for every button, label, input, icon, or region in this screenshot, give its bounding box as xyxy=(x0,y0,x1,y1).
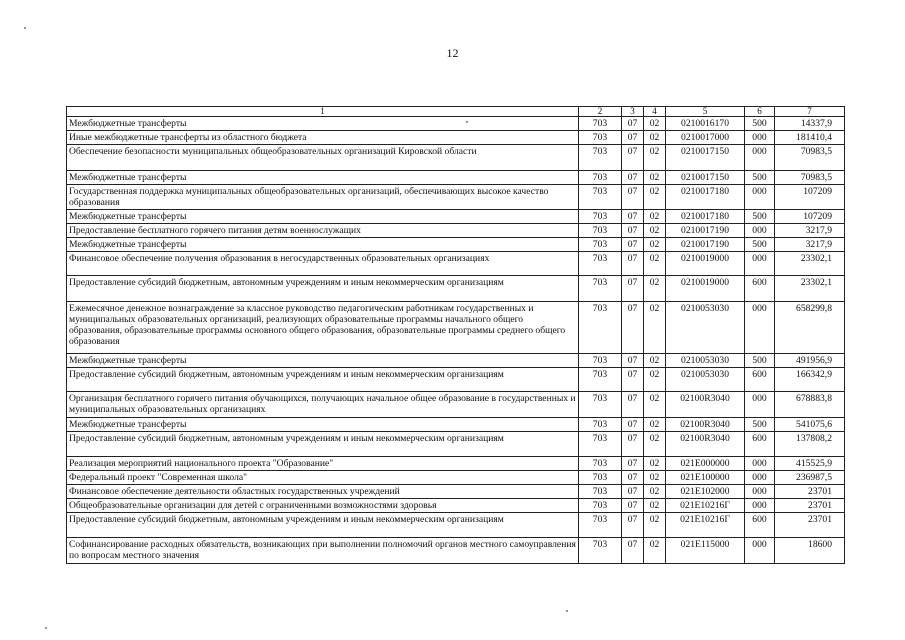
column-3-code: 07 xyxy=(622,238,644,252)
column-6-code: 000 xyxy=(745,471,775,485)
column-4-code: 02 xyxy=(644,471,666,485)
column-2-code: 703 xyxy=(579,171,622,185)
row-description: Межбюджетные трансферты xyxy=(67,210,579,224)
table-row xyxy=(67,432,845,457)
row-description: Межбюджетные трансферты xyxy=(67,354,579,368)
table-row xyxy=(67,302,845,354)
column-3-code: 07 xyxy=(622,418,644,432)
row-description: Иные межбюджетные трансферты из областного бюджета xyxy=(67,131,579,145)
column-2-code: 703 xyxy=(579,457,622,471)
row-description: Предоставление субсидий бюджетным, автономным учреждениям и иным некоммерческим организациям xyxy=(67,368,579,392)
column-2-code: 703 xyxy=(579,513,622,538)
column-5-code: 021E000000 xyxy=(666,457,745,471)
column-2-code: 703 xyxy=(579,210,622,224)
column-5-code: 0210017190 xyxy=(666,238,745,252)
column-5-code: 021E10216Г xyxy=(666,499,745,513)
column-2-code: 703 xyxy=(579,238,622,252)
column-7-amount: 107209 xyxy=(775,185,845,210)
column-7-amount: 415525,9 xyxy=(775,457,845,471)
column-4-code: 02 xyxy=(644,117,666,131)
column-3-code: 07 xyxy=(622,499,644,513)
column-6-code: 600 xyxy=(745,432,775,457)
column-3-code: 07 xyxy=(622,224,644,238)
column-5-code: 0210053030 xyxy=(666,368,745,392)
column-2-code: 703 xyxy=(579,392,622,418)
row-description: Предоставление субсидий бюджетным, автономным учреждениям и иным некоммерческим организациям xyxy=(67,432,579,457)
column-5-code: 0210017150 xyxy=(666,145,745,171)
column-4-code: 02 xyxy=(644,238,666,252)
column-6-code: 000 xyxy=(745,185,775,210)
column-4-code: 02 xyxy=(644,513,666,538)
column-3-code: 07 xyxy=(622,276,644,302)
row-description: Реализация мероприятий национального проекта "Образование" xyxy=(67,457,579,471)
column-4-code: 02 xyxy=(644,145,666,171)
table-row xyxy=(67,499,845,513)
column-5-code: 0210017180 xyxy=(666,185,745,210)
column-7-amount: 23701 xyxy=(775,513,845,538)
column-4-code: 02 xyxy=(644,276,666,302)
column-3-code: 07 xyxy=(622,185,644,210)
column-7-amount: 137808,2 xyxy=(775,432,845,457)
column-4-code: 02 xyxy=(644,224,666,238)
column-7-amount: 166342,9 xyxy=(775,368,845,392)
column-6-code: 500 xyxy=(745,171,775,185)
table-row xyxy=(67,513,845,538)
table-row xyxy=(67,252,845,276)
column-3-code: 07 xyxy=(622,457,644,471)
table-row xyxy=(67,418,845,432)
column-4-code: 02 xyxy=(644,485,666,499)
scan-speck xyxy=(566,610,568,612)
column-2-code: 703 xyxy=(579,499,622,513)
column-4-code: 02 xyxy=(644,171,666,185)
row-description: Государственная поддержка муниципальных общеобразовательных организаций, обеспечивающих высокое качество образования xyxy=(67,185,579,210)
column-6-code: 500 xyxy=(745,238,775,252)
column-6-code: 000 xyxy=(745,457,775,471)
column-7-amount: 23701 xyxy=(775,499,845,513)
column-4-code: 02 xyxy=(644,210,666,224)
row-description: Межбюджетные трансферты xyxy=(67,238,579,252)
column-2-code: 703 xyxy=(579,117,622,131)
column-5-code: 0210053030 xyxy=(666,354,745,368)
row-description: Финансовое обеспечение деятельности областных государственных учреждений xyxy=(67,485,579,499)
column-3-code: 07 xyxy=(622,368,644,392)
column-4-code: 02 xyxy=(644,418,666,432)
column-7-amount: 3217,9 xyxy=(775,224,845,238)
column-4-code: 02 xyxy=(644,432,666,457)
column-4-code: 02 xyxy=(644,302,666,354)
column-7-amount: 491956,9 xyxy=(775,354,845,368)
column-6-code: 000 xyxy=(745,131,775,145)
row-description: Финансовое обеспечение получения образования в негосударственных образовательных организациях xyxy=(67,252,579,276)
table-row xyxy=(67,457,845,471)
column-5-code: 02100R3040 xyxy=(666,418,745,432)
column-2-code: 703 xyxy=(579,302,622,354)
column-2-code: 703 xyxy=(579,432,622,457)
column-3-code: 07 xyxy=(622,117,644,131)
column-6-code: 600 xyxy=(745,368,775,392)
column-5-code: 0210017150 xyxy=(666,171,745,185)
column-2-code: 703 xyxy=(579,418,622,432)
table-header-row xyxy=(67,107,845,117)
column-7-amount: 107209 xyxy=(775,210,845,224)
column-header: 3 xyxy=(622,107,644,117)
row-description: Организация бесплатного горячего питания обучающихся, получающих начальное общее образование в государственных и муниципальных образовательных организациях xyxy=(67,392,579,418)
column-header: 4 xyxy=(644,107,666,117)
column-4-code: 02 xyxy=(644,354,666,368)
table-row xyxy=(67,171,845,185)
column-7-amount: 70983,5 xyxy=(775,171,845,185)
column-4-code: 02 xyxy=(644,538,666,564)
column-3-code: 07 xyxy=(622,171,644,185)
row-description: Общеобразовательные организации для детей с ограниченными возможностями здоровья xyxy=(67,499,579,513)
column-7-amount: 23302,1 xyxy=(775,276,845,302)
column-header: 2 xyxy=(579,107,622,117)
column-2-code: 703 xyxy=(579,252,622,276)
column-7-amount: 70983,5 xyxy=(775,145,845,171)
column-3-code: 07 xyxy=(622,471,644,485)
column-6-code: 500 xyxy=(745,418,775,432)
column-5-code: 02100R3040 xyxy=(666,392,745,418)
column-7-amount: 236987,5 xyxy=(775,471,845,485)
scan-speck xyxy=(24,27,26,29)
column-3-code: 07 xyxy=(622,145,644,171)
column-4-code: 02 xyxy=(644,131,666,145)
column-2-code: 703 xyxy=(579,145,622,171)
table-row xyxy=(67,210,845,224)
column-6-code: 000 xyxy=(745,392,775,418)
column-4-code: 02 xyxy=(644,368,666,392)
column-5-code: 021E102000 xyxy=(666,485,745,499)
column-5-code: 021E100000 xyxy=(666,471,745,485)
column-6-code: 000 xyxy=(745,252,775,276)
column-7-amount: 3217,9 xyxy=(775,238,845,252)
column-3-code: 07 xyxy=(622,513,644,538)
column-3-code: 07 xyxy=(622,354,644,368)
column-6-code: 000 xyxy=(745,499,775,513)
column-6-code: 000 xyxy=(745,145,775,171)
budget-table xyxy=(66,106,845,564)
column-2-code: 703 xyxy=(579,131,622,145)
table-row xyxy=(67,185,845,210)
table-row xyxy=(67,471,845,485)
table-row xyxy=(67,276,845,302)
column-3-code: 07 xyxy=(622,538,644,564)
column-5-code: 02100R3040 xyxy=(666,432,745,457)
page-number: 12 xyxy=(446,46,459,60)
table-row xyxy=(67,117,845,131)
table-row xyxy=(67,224,845,238)
row-description: Ежемесячное денежное вознаграждение за классное руководство педагогическим работникам государственных и муниципальных образовательных организаций, реализующих образовательные программы начального общего образования, образовательные программы основного общего образования, образовательные программы среднего общего образования xyxy=(67,302,579,354)
column-2-code: 703 xyxy=(579,185,622,210)
column-7-amount: 18600 xyxy=(775,538,845,564)
column-4-code: 02 xyxy=(644,185,666,210)
column-2-code: 703 xyxy=(579,485,622,499)
table-row xyxy=(67,368,845,392)
column-6-code: 600 xyxy=(745,276,775,302)
column-3-code: 07 xyxy=(622,252,644,276)
row-description: Обеспечение безопасности муниципальных общеобразовательных организаций Кировской области xyxy=(67,145,579,171)
column-5-code: 0210019000 xyxy=(666,276,745,302)
column-4-code: 02 xyxy=(644,252,666,276)
column-7-amount: 23302,1 xyxy=(775,252,845,276)
column-7-amount: 678883,8 xyxy=(775,392,845,418)
column-header: 7 xyxy=(775,107,845,117)
table-row xyxy=(67,131,845,145)
row-description: Межбюджетные трансферты xyxy=(67,117,579,131)
column-3-code: 07 xyxy=(622,432,644,457)
table-row xyxy=(67,145,845,171)
column-2-code: 703 xyxy=(579,354,622,368)
column-5-code: 0210016170 xyxy=(666,117,745,131)
column-2-code: 703 xyxy=(579,471,622,485)
row-description: Межбюджетные трансферты xyxy=(67,171,579,185)
column-header: 6 xyxy=(745,107,775,117)
column-3-code: 07 xyxy=(622,392,644,418)
row-description: Предоставление бесплатного горячего питания детям военнослужащих xyxy=(67,224,579,238)
column-6-code: 600 xyxy=(745,513,775,538)
scan-speck xyxy=(45,627,47,629)
column-7-amount: 181410,4 xyxy=(775,131,845,145)
column-4-code: 02 xyxy=(644,499,666,513)
column-5-code: 021E10216Г xyxy=(666,513,745,538)
table-row xyxy=(67,485,845,499)
column-2-code: 703 xyxy=(579,276,622,302)
scan-speck xyxy=(466,121,468,123)
column-6-code: 000 xyxy=(745,224,775,238)
column-3-code: 07 xyxy=(622,131,644,145)
column-7-amount: 541075,6 xyxy=(775,418,845,432)
column-7-amount: 658299,8 xyxy=(775,302,845,354)
column-5-code: 021E115000 xyxy=(666,538,745,564)
column-6-code: 500 xyxy=(745,210,775,224)
column-2-code: 703 xyxy=(579,368,622,392)
column-6-code: 000 xyxy=(745,538,775,564)
column-5-code: 0210017180 xyxy=(666,210,745,224)
column-7-amount: 23701 xyxy=(775,485,845,499)
table-row xyxy=(67,238,845,252)
table-row xyxy=(67,538,845,564)
column-6-code: 000 xyxy=(745,302,775,354)
column-3-code: 07 xyxy=(622,302,644,354)
column-7-amount: 14337,9 xyxy=(775,117,845,131)
row-description: Предоставление субсидий бюджетным, автономным учреждениям и иным некоммерческим организациям xyxy=(67,513,579,538)
table-row xyxy=(67,392,845,418)
column-2-code: 703 xyxy=(579,224,622,238)
column-header: 5 xyxy=(666,107,745,117)
column-5-code: 0210019000 xyxy=(666,252,745,276)
row-description: Предоставление субсидий бюджетным, автономным учреждениям и иным некоммерческим организациям xyxy=(67,276,579,302)
column-6-code: 500 xyxy=(745,117,775,131)
column-header: 1 xyxy=(67,107,579,117)
column-2-code: 703 xyxy=(579,538,622,564)
column-5-code: 0210017190 xyxy=(666,224,745,238)
row-description: Софинансирование расходных обязательств, возникающих при выполнении полномочий органов местного самоуправления по вопросам местного значения xyxy=(67,538,579,564)
column-6-code: 500 xyxy=(745,354,775,368)
column-3-code: 07 xyxy=(622,210,644,224)
column-5-code: 0210017000 xyxy=(666,131,745,145)
column-5-code: 0210053030 xyxy=(666,302,745,354)
column-6-code: 000 xyxy=(745,485,775,499)
table-row xyxy=(67,354,845,368)
column-4-code: 02 xyxy=(644,392,666,418)
row-description: Федеральный проект "Современная школа" xyxy=(67,471,579,485)
column-3-code: 07 xyxy=(622,485,644,499)
row-description: Межбюджетные трансферты xyxy=(67,418,579,432)
column-4-code: 02 xyxy=(644,457,666,471)
